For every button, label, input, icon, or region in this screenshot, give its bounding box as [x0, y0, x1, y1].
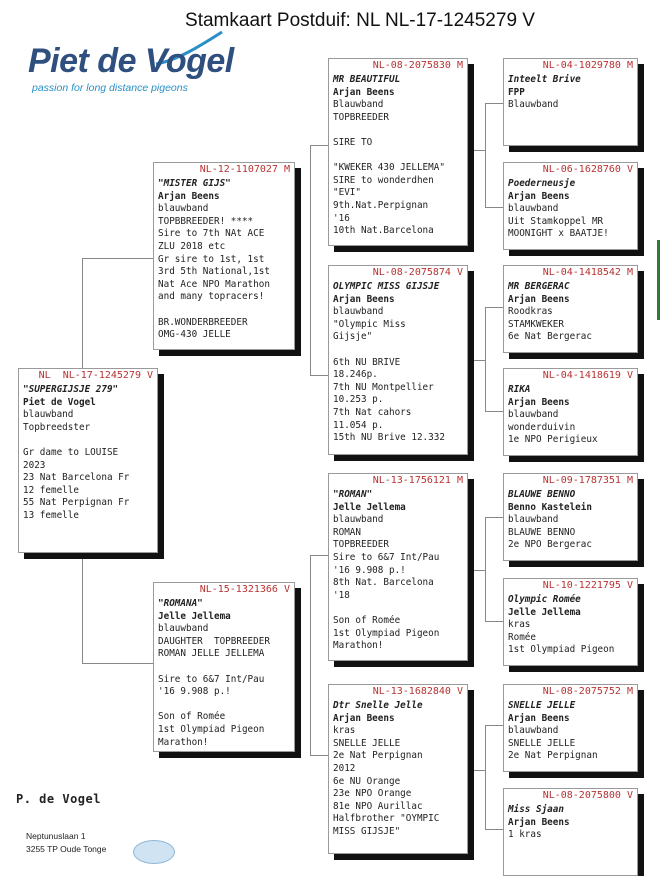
ring-number: NL-09-1787351 M: [542, 475, 633, 486]
ring-number: NL-08-2075752 M: [542, 686, 633, 697]
connector-line: [485, 411, 503, 412]
card-detail-line: 10.253 p.: [333, 394, 384, 406]
card-detail-line: 8th Nat. Barcelona: [333, 577, 434, 589]
connector-line: [485, 307, 503, 308]
pigeon-card-ss-dam: [503, 162, 638, 250]
card-detail-line: 12 femelle: [23, 484, 79, 496]
card-detail-line: SIRE to wonderdhen: [333, 174, 434, 186]
card-detail-line: Romée: [508, 631, 536, 643]
card-detail-line: 1st Olympiad Pigeon: [158, 723, 265, 735]
card-detail-line: 6e NU Orange: [333, 775, 401, 787]
address-line: Neptunuslaan 1: [26, 831, 86, 841]
connector-line: [82, 258, 154, 259]
card-detail-line: ROMAN: [333, 526, 361, 538]
card-detail-line: 7th NU Montpellier: [333, 381, 434, 393]
card-detail-line: [158, 661, 290, 674]
card-detail-line: wonderduivin: [508, 421, 576, 433]
owner-name: Arjan Beens: [333, 293, 395, 305]
card-detail-line: '16: [333, 212, 350, 224]
pigeon-name: Miss Sjaan: [508, 804, 564, 815]
card-detail-line: 9th.Nat.Perpignan: [333, 199, 429, 211]
card-detail-line: 1e NPO Perigieux: [508, 434, 598, 446]
card-detail-line: blauwband: [508, 203, 559, 215]
card-detail-line: blauwband: [333, 306, 384, 318]
card-detail-line: 55 Nat Perpignan Fr: [23, 497, 130, 509]
card-detail-line: blauwband: [158, 203, 209, 215]
ring-number: NL-10-1221795 V: [542, 580, 633, 591]
owner-name: Arjan Beens: [508, 816, 570, 828]
pigeon-card-dam-sire: [328, 473, 468, 661]
connector-line: [82, 258, 83, 370]
ring-number: NL-04-1029780 M: [542, 60, 633, 71]
connector-line: [310, 145, 311, 375]
pigeon-name: Dtr Snelle Jelle: [333, 700, 423, 711]
breeder-name: P. de Vogel: [16, 792, 101, 806]
pigeon-name: "MISTER GIJS": [158, 178, 231, 189]
card-detail-line: "Olympic Miss: [333, 318, 406, 330]
card-detail-line: "EVI": [333, 187, 361, 199]
logo: [28, 30, 258, 102]
card-detail-line: 1st Olympiad Pigeon: [333, 627, 440, 639]
pigeon-name: "ROMAN": [333, 489, 373, 500]
card-detail-line: SNELLE JELLE: [333, 737, 401, 749]
pigeon-name: Inteelt Brive: [508, 74, 581, 85]
connector-line: [470, 770, 485, 771]
pigeon-name: BLAUWE BENNO: [508, 489, 576, 500]
pigeon-name: MR BEAUTIFUL: [333, 74, 401, 85]
owner-name: FPP: [508, 86, 525, 98]
connector-line: [82, 555, 83, 663]
connector-line: [485, 307, 486, 411]
pigeon-name: SNELLE JELLE: [508, 700, 576, 711]
owner-name: Arjan Beens: [333, 86, 395, 98]
card-detail-line: kras: [333, 725, 356, 737]
owner-name: Arjan Beens: [508, 190, 570, 202]
pigeon-card-sire-sire: [328, 58, 468, 246]
card-detail-line: Gr sire to 1st, 1st: [158, 253, 265, 265]
card-detail-line: 15th NU Brive 12.332: [333, 432, 445, 444]
ring-number: NL-04-1418542 M: [542, 267, 633, 278]
seal-badge-icon: [133, 840, 175, 864]
ring-number: NL-08-2075800 V: [542, 790, 633, 801]
pigeon-card-dam-dam: [328, 684, 468, 854]
card-detail-line: OMG-430 JELLE: [158, 329, 231, 341]
card-detail-line: Blauwband: [333, 99, 384, 111]
connector-line: [470, 360, 485, 361]
pigeon-name: OLYMPIC MISS GIJSJE: [333, 281, 440, 292]
connector-line: [485, 725, 486, 829]
ring-number: NL-06-1628760 V: [542, 164, 633, 175]
card-detail-line: Son of Romée: [333, 614, 401, 626]
pigeon-name: "SUPERGIJSJE 279": [23, 384, 119, 395]
card-detail-line: 2e Nat Perpignan: [508, 750, 598, 762]
card-detail-line: '16 9.908 p.!: [333, 564, 406, 576]
connector-line: [310, 375, 329, 376]
page-title: Stamkaart Postduif: NL NL-17-1245279 V: [185, 10, 535, 31]
breeder-address: [26, 830, 106, 856]
card-detail-line: 81e NPO Aurillac: [333, 800, 423, 812]
card-detail-line: 6th NU BRIVE: [333, 356, 401, 368]
connector-line: [82, 663, 154, 664]
card-detail-line: Gijsje": [333, 331, 373, 343]
card-detail-line: Nat Ace NPO Marathon: [158, 278, 270, 290]
connector-line: [485, 517, 503, 518]
card-detail-line: 2012: [333, 762, 356, 774]
owner-name: Arjan Beens: [158, 190, 220, 202]
owner-name: Piet de Vogel: [23, 396, 96, 408]
pigeon-card-dd-dam: [503, 788, 638, 876]
ring-number: NL-04-1418619 V: [542, 370, 633, 381]
card-detail-line: 7th Nat cahors: [333, 406, 412, 418]
ring-number: NL-08-2075830 M: [372, 60, 463, 71]
connector-line: [485, 103, 503, 104]
card-detail-line: [158, 699, 290, 712]
owner-name: Jelle Jellema: [508, 606, 581, 618]
ring-number: NL-13-1756121 M: [372, 475, 463, 486]
card-detail-line: ZLU 2018 etc: [158, 240, 226, 252]
pigeon-card-sd-sire: [503, 265, 638, 353]
ring-number: NL NL-17-1245279 V: [38, 370, 153, 381]
card-detail-line: 23e NPO Orange: [333, 788, 412, 800]
card-detail-line: 2023: [23, 459, 46, 471]
card-detail-line: blauwband: [333, 514, 384, 526]
connector-line: [470, 150, 485, 151]
pigeon-card-ds-sire: [503, 473, 638, 561]
card-detail-line: 10th Nat.Barcelona: [333, 225, 434, 237]
pigeon-name: "ROMANA": [158, 598, 203, 609]
pigeon-card-sire-dam: [328, 265, 468, 455]
logo-name: Piet de Vogel: [28, 42, 234, 80]
pigeon-card-subject: [18, 368, 158, 553]
card-detail-line: blauwband: [508, 725, 559, 737]
pigeon-name: Poederneusje: [508, 178, 576, 189]
address-line: 3255 TP Oude Tonge: [26, 844, 107, 854]
pigeon-name: RIKA: [508, 384, 531, 395]
card-detail-line: 2e NPO Bergerac: [508, 539, 592, 551]
card-detail-line: 1st Olympiad Pigeon: [508, 644, 615, 656]
ring-number: NL-15-1321366 V: [199, 584, 290, 595]
card-detail-line: '16 9.908 p.!: [158, 686, 231, 698]
card-detail-line: [333, 124, 463, 137]
connector-line: [470, 570, 485, 571]
card-detail-line: TOPBREEDER: [333, 539, 389, 551]
card-detail-line: Blauwband: [508, 99, 559, 111]
logo-tagline: passion for long distance pigeons: [32, 82, 188, 94]
card-detail-line: Marathon!: [158, 736, 209, 748]
card-detail-line: and many topracers!: [158, 291, 265, 303]
card-detail-line: SIRE TO: [333, 136, 373, 148]
connector-line: [310, 555, 311, 755]
card-detail-line: Uit Stamkoppel MR: [508, 215, 604, 227]
connector-line: [485, 103, 486, 207]
card-detail-line: 18.246p.: [333, 369, 378, 381]
card-detail-line: 6e Nat Bergerac: [508, 331, 592, 343]
card-detail-line: 3rd 5th National,1st: [158, 266, 270, 278]
card-detail-line: ROMAN JELLE JELLEMA: [158, 648, 265, 660]
card-detail-line: SNELLE JELLE: [508, 737, 576, 749]
pigeon-card-ds-dam: [503, 578, 638, 666]
card-detail-line: TOPBBREEDER! ****: [158, 215, 254, 227]
card-detail-line: [333, 150, 463, 163]
card-detail-line: Halfbrother "OYMPIC: [333, 813, 440, 825]
card-detail-line: MISS GIJSJE": [333, 825, 401, 837]
card-detail-line: blauwband: [508, 514, 559, 526]
card-detail-line: kras: [508, 619, 531, 631]
card-detail-line: '18: [333, 589, 350, 601]
card-detail-line: 2e Nat Perpignan: [333, 750, 423, 762]
card-detail-line: Son of Romée: [158, 711, 226, 723]
pigeon-card-dam: [153, 582, 295, 752]
card-detail-line: [333, 344, 463, 357]
card-detail-line: [23, 434, 153, 447]
ring-number: NL-12-1107027 M: [199, 164, 290, 175]
card-detail-line: TOPBREEDER: [333, 111, 389, 123]
card-detail-line: Sire to 6&7 Int/Pau: [333, 551, 440, 563]
connector-line: [485, 207, 503, 208]
connector-line: [485, 829, 503, 830]
card-detail-line: "KWEKER 430 JELLEMA": [333, 162, 445, 174]
owner-name: Arjan Beens: [508, 712, 570, 724]
card-detail-line: BLAUWE BENNO: [508, 526, 576, 538]
card-detail-line: STAMKWEKER: [508, 318, 564, 330]
pigeon-card-dd-sire: [503, 684, 638, 772]
card-detail-line: 1 kras: [508, 829, 542, 841]
owner-name: Arjan Beens: [508, 396, 570, 408]
card-detail-line: 13 femelle: [23, 509, 79, 521]
card-detail-line: Roodkras: [508, 306, 553, 318]
card-detail-line: Topbreedster: [23, 421, 91, 433]
connector-line: [485, 621, 503, 622]
owner-name: Arjan Beens: [333, 712, 395, 724]
ring-number: NL-13-1682840 V: [372, 686, 463, 697]
pigeon-name: MR BERGERAC: [508, 281, 570, 292]
card-detail-line: blauwband: [23, 409, 74, 421]
pigeon-card-sire: [153, 162, 295, 350]
connector-line: [485, 725, 503, 726]
pigeon-card-ss-sire: [503, 58, 638, 146]
connector-line: [485, 517, 486, 621]
card-detail-line: BR.WONDERBREEDER: [158, 316, 248, 328]
card-detail-line: Sire to 6&7 Int/Pau: [158, 673, 265, 685]
owner-name: Benno Kastelein: [508, 501, 592, 513]
pigeon-card-sd-dam: [503, 368, 638, 456]
card-detail-line: [333, 602, 463, 615]
connector-line: [310, 555, 329, 556]
owner-name: Arjan Beens: [508, 293, 570, 305]
card-detail-line: blauwband: [508, 409, 559, 421]
card-detail-line: Gr dame to LOUISE: [23, 446, 119, 458]
card-detail-line: blauwband: [158, 623, 209, 635]
pigeon-name: Olympic Romée: [508, 594, 581, 605]
card-detail-line: 23 Nat Barcelona Fr: [23, 472, 130, 484]
connector-line: [310, 755, 329, 756]
ring-number: NL-08-2075874 V: [372, 267, 463, 278]
card-detail-line: [158, 304, 290, 317]
card-detail-line: Marathon!: [333, 640, 384, 652]
card-detail-line: DAUGHTER TOPBREEDER: [158, 635, 270, 647]
connector-line: [310, 145, 329, 146]
card-detail-line: MOONIGHT x BAATJE!: [508, 228, 609, 240]
card-detail-line: Sire to 7th NAt ACE: [158, 228, 265, 240]
owner-name: Jelle Jellema: [333, 501, 406, 513]
owner-name: Jelle Jellema: [158, 610, 231, 622]
card-detail-line: 11.054 p.: [333, 419, 384, 431]
